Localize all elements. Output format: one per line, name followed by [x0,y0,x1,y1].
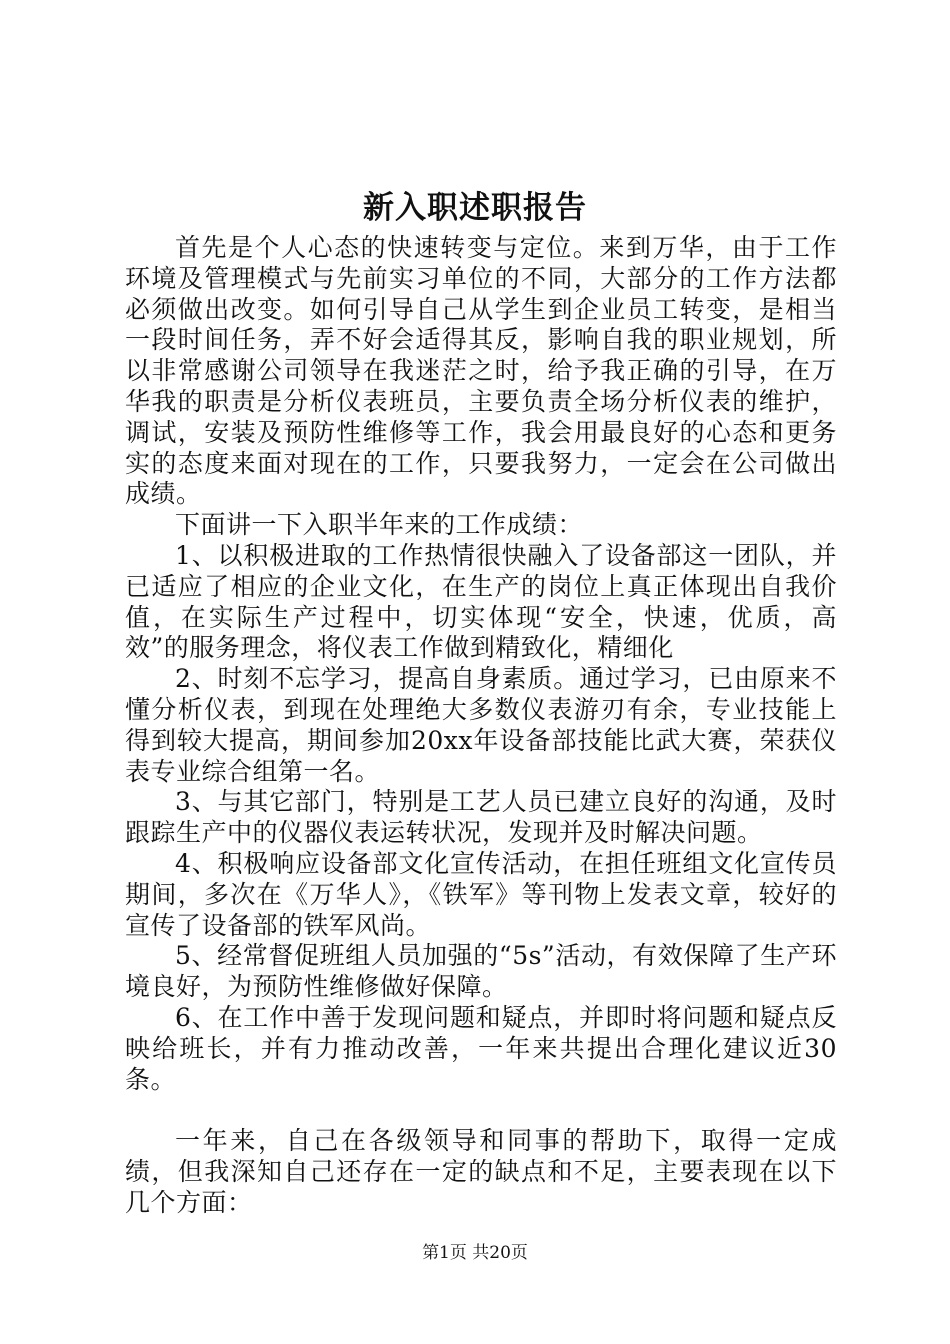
document-body [125,233,837,1219]
paragraph-item-5: 5、经常督促班组人员加强的“5s”活动，有效保障了生产环境良好，为预防性维修做好保障。 [125,941,837,1002]
paragraph-achievements-lead: 下面讲一下入职半年来的工作成绩： [175,510,584,540]
paragraph-item-2: 2、时刻不忘学习，提高自身素质。通过学习，已由原来不懂分析仪表，到现在处理绝大多数仪表游刃有余，专业技能上得到较大提高，期间参加20xx年设备部技能比武大赛，荣获仪表专业综合组第一名。 [125,664,837,786]
document-title: 新入职述职报告 [363,190,587,226]
paragraph-item-1: 1、以积极进取的工作热情很快融入了设备部这一团队，并已适应了相应的企业文化，在生产的岗位上真正体现出自我价值，在实际生产过程中，切实体现“安全，快速，优质，高效”的服务理念，将仪表工作做到精致化，精细化 [125,540,837,663]
paragraph-shortcomings-lead: 一年来，自己在各级领导和同事的帮助下，取得一定成绩，但我深知自己还存在一定的缺点和不足，主要表现在以下几个方面： [125,1126,837,1217]
paragraph-intro: 首先是个人心态的快速转变与定位。来到万华，由于工作环境及管理模式与先前实习单位的不同，大部分的工作方法都必须做出改变。如何引导自己从学生到企业员工转变，是相当一段时间任务，弄不好会适得其反，影响自我的职业规划，所以非常感谢公司领导在我迷茫之时，给予我正确的引导，在万华我的职责是分析仪表班员，主要负责全场分析仪表的维护，调试，安装及预防性维修等工作，我会用最良好的心态和更务实的态度来面对现在的工作，只要我努力，一定会在公司做出成绩。 [125,233,837,509]
page-number-footer: 第1页 共20页 [422,1243,528,1263]
paragraph-item-6: 6、在工作中善于发现问题和疑点，并即时将问题和疑点反映给班长，并有力推动改善，一年来共提出合理化建议近30条。 [125,1002,837,1094]
paragraph-item-3: 3、与其它部门，特别是工艺人员已建立良好的沟通，及时跟踪生产中的仪器仪表运转状况，发现并及时解决问题。 [125,787,837,848]
paragraph-item-4: 4、积极响应设备部文化宣传活动，在担任班组文化宣传员期间，多次在《万华人》，《铁军》等刊物上发表文章，较好的宣传了设备部的铁军风尚。 [125,848,837,940]
